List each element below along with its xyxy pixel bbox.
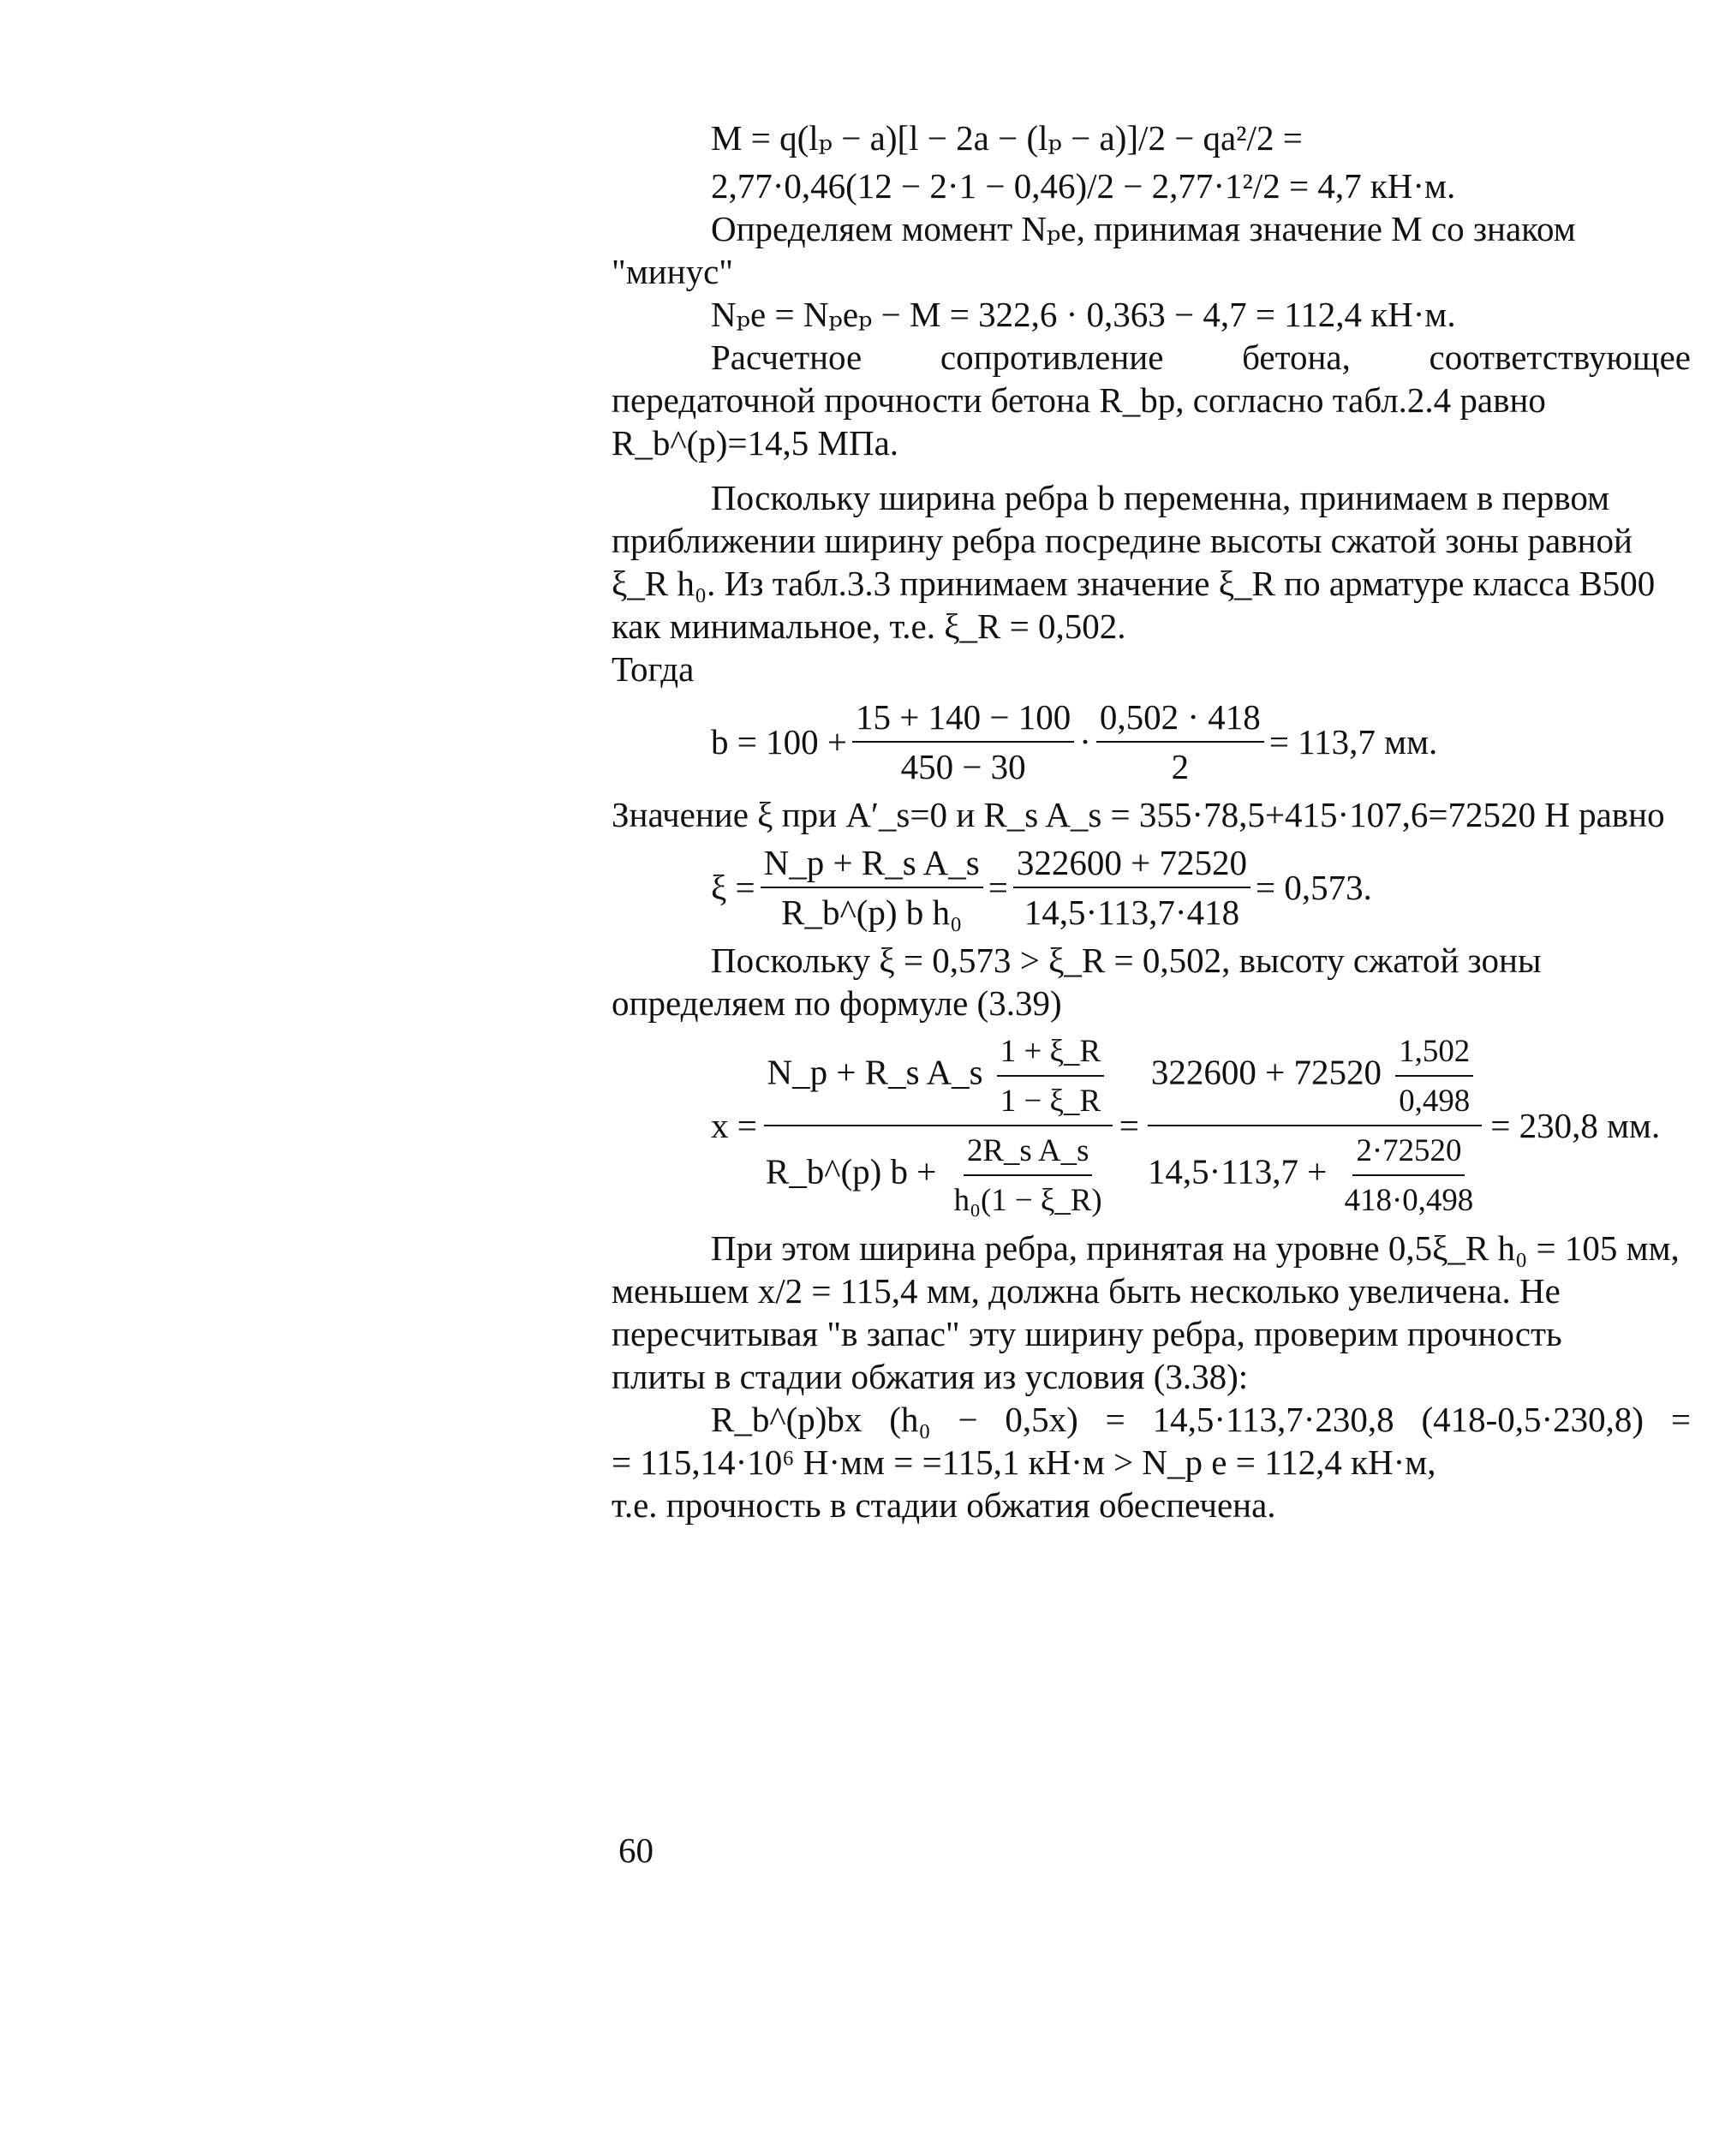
fraction: [997, 1030, 1104, 1122]
fraction: [852, 696, 1074, 788]
term: (h₀: [889, 1400, 931, 1439]
word: сопротивление: [940, 337, 1164, 377]
fraction: [1144, 1030, 1485, 1221]
numerator: 1,502: [1395, 1030, 1473, 1077]
paragraph-text: Поскольку ξ = 0,573 > ξ_R = 0,502, высоту сжатой зоны: [711, 941, 1542, 980]
paragraph-text: меньшем x/2 = 115,4 мм, должна быть несколько увеличена. Не: [612, 1271, 1561, 1311]
paragraph-text: пересчитывая "в запас" эту ширину ребра, проверим прочность: [612, 1314, 1562, 1353]
term: R_b^(p)bx: [711, 1400, 862, 1439]
term: N_p + R_s A_s: [767, 1052, 983, 1092]
paragraph-text: При этом ширина ребра, принятая на уровне 0,5ξ_R h₀ = 105 мм,: [711, 1228, 1680, 1268]
numerator: 2R_s A_s: [964, 1129, 1092, 1176]
word: Расчетное: [711, 337, 862, 377]
numerator: [1148, 1030, 1482, 1126]
formula-npe: Nₚe = Nₚeₚ − M = 322,6 · 0,363 − 4,7 = 112,4 кН·м.: [711, 295, 1456, 334]
fraction: [762, 1030, 1114, 1221]
paragraph-text: плиты в стадии обжатия из условия (3.38):: [612, 1357, 1249, 1396]
term: 14,5·113,7·230,8: [1152, 1400, 1394, 1439]
fraction: [761, 841, 983, 934]
formula-x-height: [612, 1030, 1691, 1221]
term: =: [1105, 1400, 1125, 1439]
term: R_b^(p) b +: [765, 1151, 937, 1191]
fraction: [951, 1129, 1106, 1221]
paragraph-text: ξ_R h₀. Из табл.3.3 принимаем значение ξ_R по арматуре класса В500: [612, 564, 1656, 603]
formula-rhs: = 0,573.: [1256, 868, 1372, 907]
formula-strength-result: = 115,14·10⁶ Н·мм = =115,1 кН·м > N_p e = 112,4 кН·м,: [612, 1442, 1436, 1482]
paragraph-text: Поскольку ширина ребра b переменна, принимаем в первом: [711, 478, 1610, 517]
fraction: [1395, 1030, 1473, 1122]
formula-rhs: = 113,7 мм.: [1268, 722, 1438, 761]
paragraph-text: Тогда: [612, 649, 695, 689]
denominator: R_b^(p) b h₀: [781, 893, 963, 932]
paragraph-text: как минимальное, т.е. ξ_R = 0,502.: [612, 606, 1126, 646]
paragraph-text: передаточной прочности бетона R_bp, согласно табл.2.4 равно: [612, 380, 1546, 420]
fraction: [1341, 1129, 1477, 1221]
operator: ·: [1079, 722, 1091, 761]
formula-lhs: x =: [711, 1106, 757, 1145]
paragraph-justified-line: [612, 336, 1691, 379]
formula-moment: M = q(lₚ − a)[l − 2a − (lₚ − a)]/2 − qa²/2 =: [711, 118, 1303, 158]
formula-moment-value: 2,77·0,46(12 − 2·1 − 0,46)/2 − 2,77·1²/2 = 4,7 кН·м.: [711, 166, 1456, 206]
formula-lhs: b = 100 +: [711, 722, 847, 761]
numerator: 15 + 140 − 100: [852, 696, 1074, 743]
denominator: 14,5·113,7·418: [1024, 893, 1240, 932]
document-body: [612, 111, 1691, 1526]
numerator: N_p + R_s A_s: [761, 841, 983, 888]
denominator: 450 − 30: [900, 747, 1026, 786]
numerator: 1 + ξ_R: [997, 1030, 1104, 1077]
denominator: 0,498: [1399, 1083, 1471, 1118]
page-number: 60: [618, 1831, 654, 1870]
paragraph-text: Значение ξ при A′_s=0 и R_s A_s = 355·78,5+415·107,6=72520 Н равно: [612, 795, 1665, 834]
operator: =: [1119, 1106, 1139, 1145]
numerator: 2·72520: [1352, 1129, 1465, 1176]
numerator: 0,502 · 418: [1096, 696, 1264, 743]
denominator: [762, 1126, 1114, 1221]
formula-rhs: = 230,8 мм.: [1490, 1106, 1661, 1145]
paragraph-text: Определяем момент Nₚe, принимая значение M со знаком: [711, 209, 1576, 248]
formula-b-width: [612, 696, 1691, 788]
term: 14,5·113,7 +: [1147, 1151, 1328, 1191]
term: 322600 + 72520: [1150, 1052, 1382, 1092]
numerator: 322600 + 72520: [1013, 841, 1250, 888]
word: бетона,: [1242, 337, 1351, 377]
formula-strength-check: [612, 1398, 1691, 1441]
term: 0,5x): [1005, 1400, 1078, 1439]
numerator: [764, 1030, 1113, 1126]
term: (418-0,5·230,8): [1421, 1400, 1644, 1439]
paragraph-text: приближении ширину ребра посредине высоты сжатой зоны равной: [612, 521, 1632, 560]
paragraph-text: R_b^(p)=14,5 МПа.: [612, 423, 899, 463]
formula-xi: [612, 841, 1691, 934]
paragraph-text: "минус": [612, 252, 733, 291]
paragraph-text: т.е. прочность в стадии обжатия обеспечена.: [612, 1485, 1276, 1525]
denominator: h₀(1 − ξ_R): [953, 1182, 1102, 1217]
denominator: 418·0,498: [1344, 1182, 1474, 1217]
word: соответствующее: [1429, 337, 1691, 377]
formula-lhs: ξ =: [711, 868, 755, 907]
denominator: 2: [1171, 747, 1190, 786]
term: −: [958, 1400, 978, 1439]
fraction: [1096, 696, 1264, 788]
denominator: [1144, 1126, 1485, 1221]
operator: =: [988, 868, 1008, 907]
denominator: 1 − ξ_R: [1000, 1083, 1101, 1118]
term: =: [1670, 1400, 1691, 1439]
fraction: [1013, 841, 1250, 934]
paragraph-text: определяем по формуле (3.39): [612, 983, 1062, 1023]
